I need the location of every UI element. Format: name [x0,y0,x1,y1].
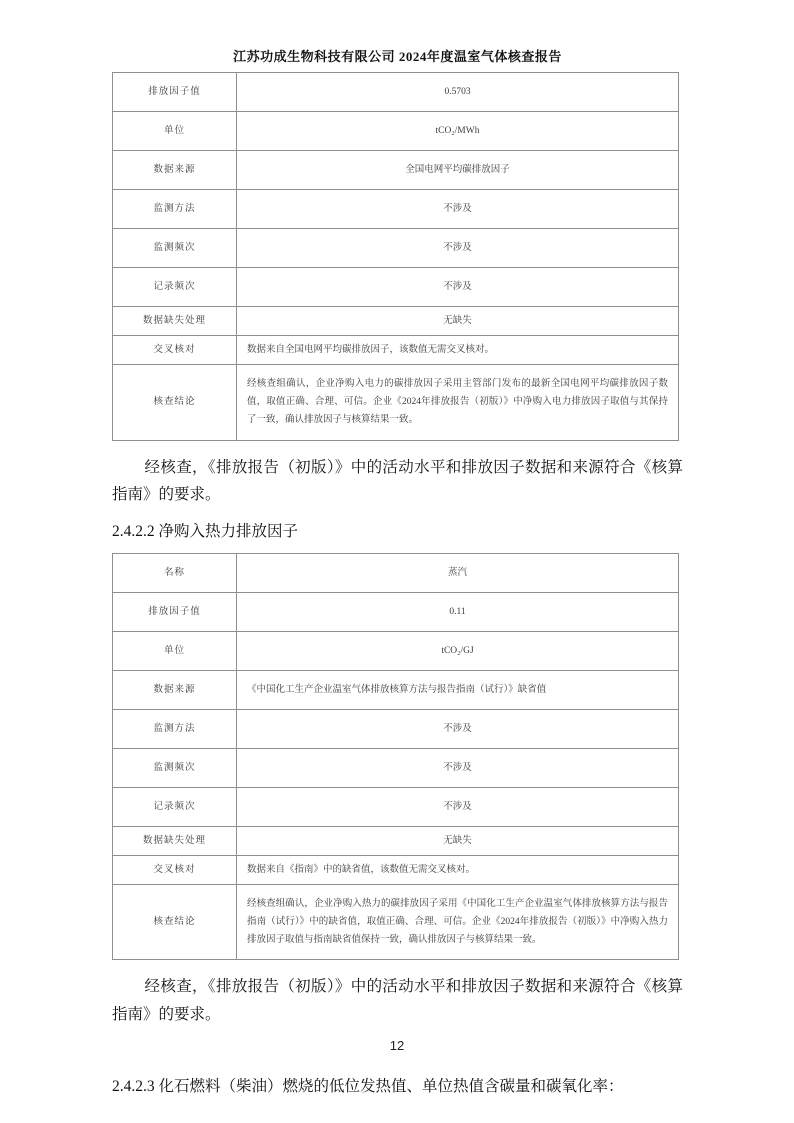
heat-emission-factor-table [112,553,679,961]
row-label: 交叉核对 [113,856,237,885]
table-row [113,670,679,709]
row-label: 监测方法 [113,709,237,748]
verification-paragraph-heat: 经核查，《排放报告（初版）》中的活动水平和排放因子数据和来源符合《核算指南》的要求。 [112,978,683,1023]
row-label: 监测频次 [113,748,237,787]
page-number: 12 [389,1038,405,1053]
row-label: 排放因子值 [113,592,237,631]
table-row [113,190,679,229]
row-value: 不涉及 [237,748,679,787]
row-value: tCO₂/GJ [237,631,679,670]
table-row [113,336,679,365]
row-label: 核查结论 [113,885,237,960]
row-label: 排放因子值 [113,73,237,112]
row-label: 数据来源 [113,151,237,190]
table-row [113,885,679,960]
table-row [113,73,679,112]
row-label: 单位 [113,631,237,670]
section-heading-2-4-2-3: 2.4.2.3 化石燃料（柴油）燃烧的低位发热值、单位热值含碳量和碳氧化率： [112,1078,624,1096]
row-label: 监测频次 [113,229,237,268]
table-row [113,827,679,856]
row-value: 全国电网平均碳排放因子 [237,151,679,190]
row-label: 交叉核对 [113,336,237,365]
row-label: 监测方法 [113,190,237,229]
verification-paragraph-electricity: 经核查，《排放报告（初版）》中的活动水平和排放因子数据和来源符合《核算指南》的要求。 [112,458,683,504]
row-value: 0.11 [237,592,679,631]
row-value: tCO₂/MWh [237,112,679,151]
row-label: 记录频次 [113,787,237,826]
table-row [113,365,679,440]
row-value: 数据来自《指南》中的缺省值，该数值无需交叉核对。 [237,856,679,885]
row-value: 不涉及 [237,229,679,268]
row-value: 蒸汽 [237,553,679,592]
row-value: 经核查组确认，企业净购入热力的碳排放因子采用《中国化工生产企业温室气体排放核算方法与报告指南（试行）》中的缺省值，取值正确、合理、可信。企业《2024年排放报告（初版）》中净购入热力排放因子取值与指南缺省值保持一致，确认排放因子与核算结果一致。 [237,885,679,960]
table-row [113,307,679,336]
row-value: 0.5703 [237,73,679,112]
row-label: 记录频次 [113,268,237,307]
row-label: 名称 [113,553,237,592]
row-value: 《中国化工生产企业温室气体排放核算方法与报告指南（试行）》缺省值 [237,670,679,709]
section-heading-2-4-2-2: 2.4.2.2 净购入热力排放因子 [112,522,299,540]
table-row [113,631,679,670]
table-row [113,229,679,268]
row-value: 不涉及 [237,190,679,229]
table-row [113,553,679,592]
table-row [113,112,679,151]
row-label: 数据缺失处理 [113,827,237,856]
row-value: 无缺失 [237,827,679,856]
row-value: 不涉及 [237,268,679,307]
row-value: 无缺失 [237,307,679,336]
document-header-title: 江苏功成生物科技有限公司 2024年度温室气体核查报告 [233,49,562,64]
table-row [113,592,679,631]
row-value: 经核查组确认，企业净购入电力的碳排放因子采用主管部门发布的最新全国电网平均碳排放因子数值，取值正确、合理、可信。企业《2024年排放报告（初版）》中净购入电力排放因子取值与其保持了一致，确认排放因子与核算结果一致。 [237,365,679,440]
row-label: 单位 [113,112,237,151]
row-value: 不涉及 [237,787,679,826]
table-row [113,856,679,885]
table-row [113,709,679,748]
table-row [113,748,679,787]
row-value: 不涉及 [237,709,679,748]
row-value: 数据来自全国电网平均碳排放因子，该数值无需交叉核对。 [237,336,679,365]
table-row [113,787,679,826]
row-label: 核查结论 [113,365,237,440]
electricity-emission-factor-table [112,72,679,441]
table-row [113,268,679,307]
row-label: 数据来源 [113,670,237,709]
table-row [113,151,679,190]
row-label: 数据缺失处理 [113,307,237,336]
